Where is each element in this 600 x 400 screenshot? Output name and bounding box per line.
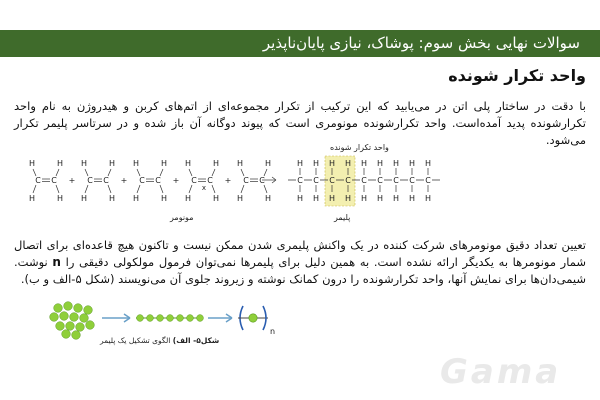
repeat-unit-label: واحد تکرار شونده [330, 143, 389, 152]
monomer-hydrogen: H [80, 194, 88, 203]
monomer-hydrogen: H [212, 194, 220, 203]
paragraph2-part2: نوشت. شیمی‌دان‌ها برای نمایش آنها، واحد تکرارشونده را درون کمانک نوشته و زیروند جلوی آن می‌نویسند (شکل ۵-الف و ب). [14, 255, 586, 286]
bond-line [241, 185, 244, 193]
cluster-bead [84, 306, 93, 315]
monomer-hydrogen: H [28, 159, 36, 168]
chain-bead [177, 315, 184, 322]
figure-subscript-n: n [270, 327, 276, 336]
polymer-hydrogen: H [392, 194, 400, 203]
bond-line [264, 169, 267, 176]
polymer-hydrogen: H [360, 159, 368, 168]
monomer-hydrogen: H [132, 159, 140, 168]
header-title: سوالات نهایی بخش سوم: پوشاک، نیازی پایان‌ناپذیر [262, 34, 580, 52]
monomer-carbon: C [51, 176, 57, 185]
monomer-hydrogen: H [160, 194, 168, 203]
cluster-bead [80, 314, 89, 323]
bead-chain-icon [136, 315, 203, 322]
plus-sign: + [68, 176, 76, 185]
bond-line [85, 185, 88, 193]
bond-line [189, 169, 192, 176]
monomer-hydrogen: H [184, 159, 192, 168]
polymer-label: پلیمر [334, 213, 351, 222]
bond-line [212, 185, 215, 193]
x-marker: x [201, 184, 207, 192]
bond-line [33, 169, 36, 176]
polymer-carbon: C [377, 176, 383, 185]
bond-line [241, 169, 244, 176]
slide-header [0, 30, 600, 57]
cluster-bead [54, 304, 63, 313]
chain-bead [157, 315, 164, 322]
polymer-carbon: C [425, 176, 431, 185]
cluster-bead [62, 330, 71, 339]
polymer-hydrogen: H [312, 194, 320, 203]
monomer-hydrogen: H [184, 194, 192, 203]
monomer-hydrogen: H [108, 159, 116, 168]
monomer-hydrogen: H [212, 159, 220, 168]
cluster-bead [76, 323, 85, 332]
monomer-carbon: C [207, 176, 213, 185]
intro-paragraph: با دقت در ساختار پلی اتن در می‌یابید که این ترکیب از تکرار مجموعه‌ای از اتم‌های کربن و هیدروژن به نام واحد تکرارشونده پدید آمده‌است. واحد تکرارشونده مونومری است که پیوند دوگانه آن باز شده و در سرتاسر پلیمر تکرار می‌شود. [14, 99, 586, 147]
polymer-hydrogen: H [328, 159, 336, 168]
polymer-formation-figure [40, 300, 290, 340]
polymer-hydrogen: H [376, 159, 384, 168]
polymer-hydrogen: H [408, 159, 416, 168]
monomer-hydrogen: H [236, 194, 244, 203]
bond-line [160, 169, 163, 176]
paragraph2-part1: تعیین تعداد دقیق مونومرهای شرکت کننده در یک واکنش پلیمری شدن ممکن نیست و تاکنون هیچ قاعده‌ای برای اتصال شمار مونومرها به یکدیگر ارائه نشده است. به همین دلیل برای پلیمرها نمی‌توان فرمول مولکولی دقیقی را [14, 238, 587, 269]
bond-line [189, 185, 192, 193]
monomer-hydrogen: H [56, 194, 64, 203]
bond-line [160, 185, 163, 193]
cluster-bead [74, 304, 83, 313]
polymer-carbon: C [329, 176, 335, 185]
polymer-hydrogen: H [296, 194, 304, 203]
polymer-hydrogen: H [392, 159, 400, 168]
monomer-carbon: C [259, 176, 265, 185]
polymer-carbon: C [345, 176, 351, 185]
monomer-hydrogen: H [28, 194, 36, 203]
chain-bead [187, 315, 194, 322]
polymer-hydrogen: H [408, 194, 416, 203]
cluster-bead [60, 312, 69, 321]
polymer-hydrogen: H [344, 194, 352, 203]
chain-bead [137, 315, 144, 322]
monomer-carbon: C [35, 176, 41, 185]
polymer-hydrogen: H [360, 194, 368, 203]
monomer-carbon: C [103, 176, 109, 185]
chain-bead [167, 315, 174, 322]
plus-sign: + [172, 176, 180, 185]
monomer-carbon: C [139, 176, 145, 185]
monomer-hydrogen: H [264, 194, 272, 203]
cluster-bead [72, 331, 81, 340]
polymerization-diagram [0, 138, 600, 228]
polymer-carbon: C [313, 176, 319, 185]
polymer-hydrogen: H [376, 194, 384, 203]
bond-line [85, 169, 88, 176]
chain-bead [197, 315, 204, 322]
bond-line [212, 169, 215, 176]
monomer-hydrogen: H [108, 194, 116, 203]
monomer-hydrogen: H [160, 159, 168, 168]
plus-sign: + [120, 176, 128, 185]
figure-caption [100, 336, 219, 345]
monomer-carbon: C [155, 176, 161, 185]
monomer-carbon: C [87, 176, 93, 185]
monomer-group [29, 159, 276, 203]
bond-line [56, 169, 59, 176]
polymer-hydrogen: H [296, 159, 304, 168]
cluster-bead [64, 302, 73, 311]
repeat-bead-icon [249, 314, 257, 322]
bond-line [56, 185, 59, 193]
cluster-bead [70, 313, 79, 322]
polymer-hydrogen: H [424, 194, 432, 203]
monomer-hydrogen: H [80, 159, 88, 168]
section-title: واحد تکرار شونده [448, 66, 586, 85]
monomer-hydrogen: H [264, 159, 272, 168]
cluster-bead [56, 322, 65, 331]
monomer-hydrogen: H [56, 159, 64, 168]
polymer-carbon: C [393, 176, 399, 185]
polymer-hydrogen: H [424, 159, 432, 168]
cluster-bead [66, 322, 75, 331]
monomer-carbon: C [191, 176, 197, 185]
bond-line [33, 185, 36, 193]
monomer-hydrogen: H [236, 159, 244, 168]
polymer-carbon: C [361, 176, 367, 185]
top-margin [0, 0, 600, 30]
figure-caption-number: شکل۵- الف) [172, 336, 220, 345]
figure-caption-text: الگوی تشکیل یک پلیمر [100, 336, 171, 345]
polymer-chain [288, 156, 440, 206]
explanation-paragraph [14, 237, 586, 288]
polymer-carbon: C [409, 176, 415, 185]
monomer-carbon: C [243, 176, 249, 185]
plus-sign: + [224, 176, 232, 185]
bond-line [108, 185, 111, 193]
bond-line [264, 185, 267, 193]
monomer-hydrogen: H [132, 194, 140, 203]
polymer-hydrogen: H [328, 194, 336, 203]
chain-bead [147, 315, 154, 322]
bond-line [108, 169, 111, 176]
n-symbol: n [52, 255, 61, 269]
polymer-carbon: C [297, 176, 303, 185]
gama-watermark-logo: Gama [440, 352, 562, 392]
cluster-bead [50, 313, 59, 322]
monomer-label: مونومر [170, 213, 194, 222]
cluster-bead [86, 321, 95, 330]
bond-line [137, 185, 140, 193]
monomer-cluster-icon [50, 302, 95, 340]
polymer-hydrogen: H [344, 159, 352, 168]
polymer-hydrogen: H [312, 159, 320, 168]
bond-line [137, 169, 140, 176]
